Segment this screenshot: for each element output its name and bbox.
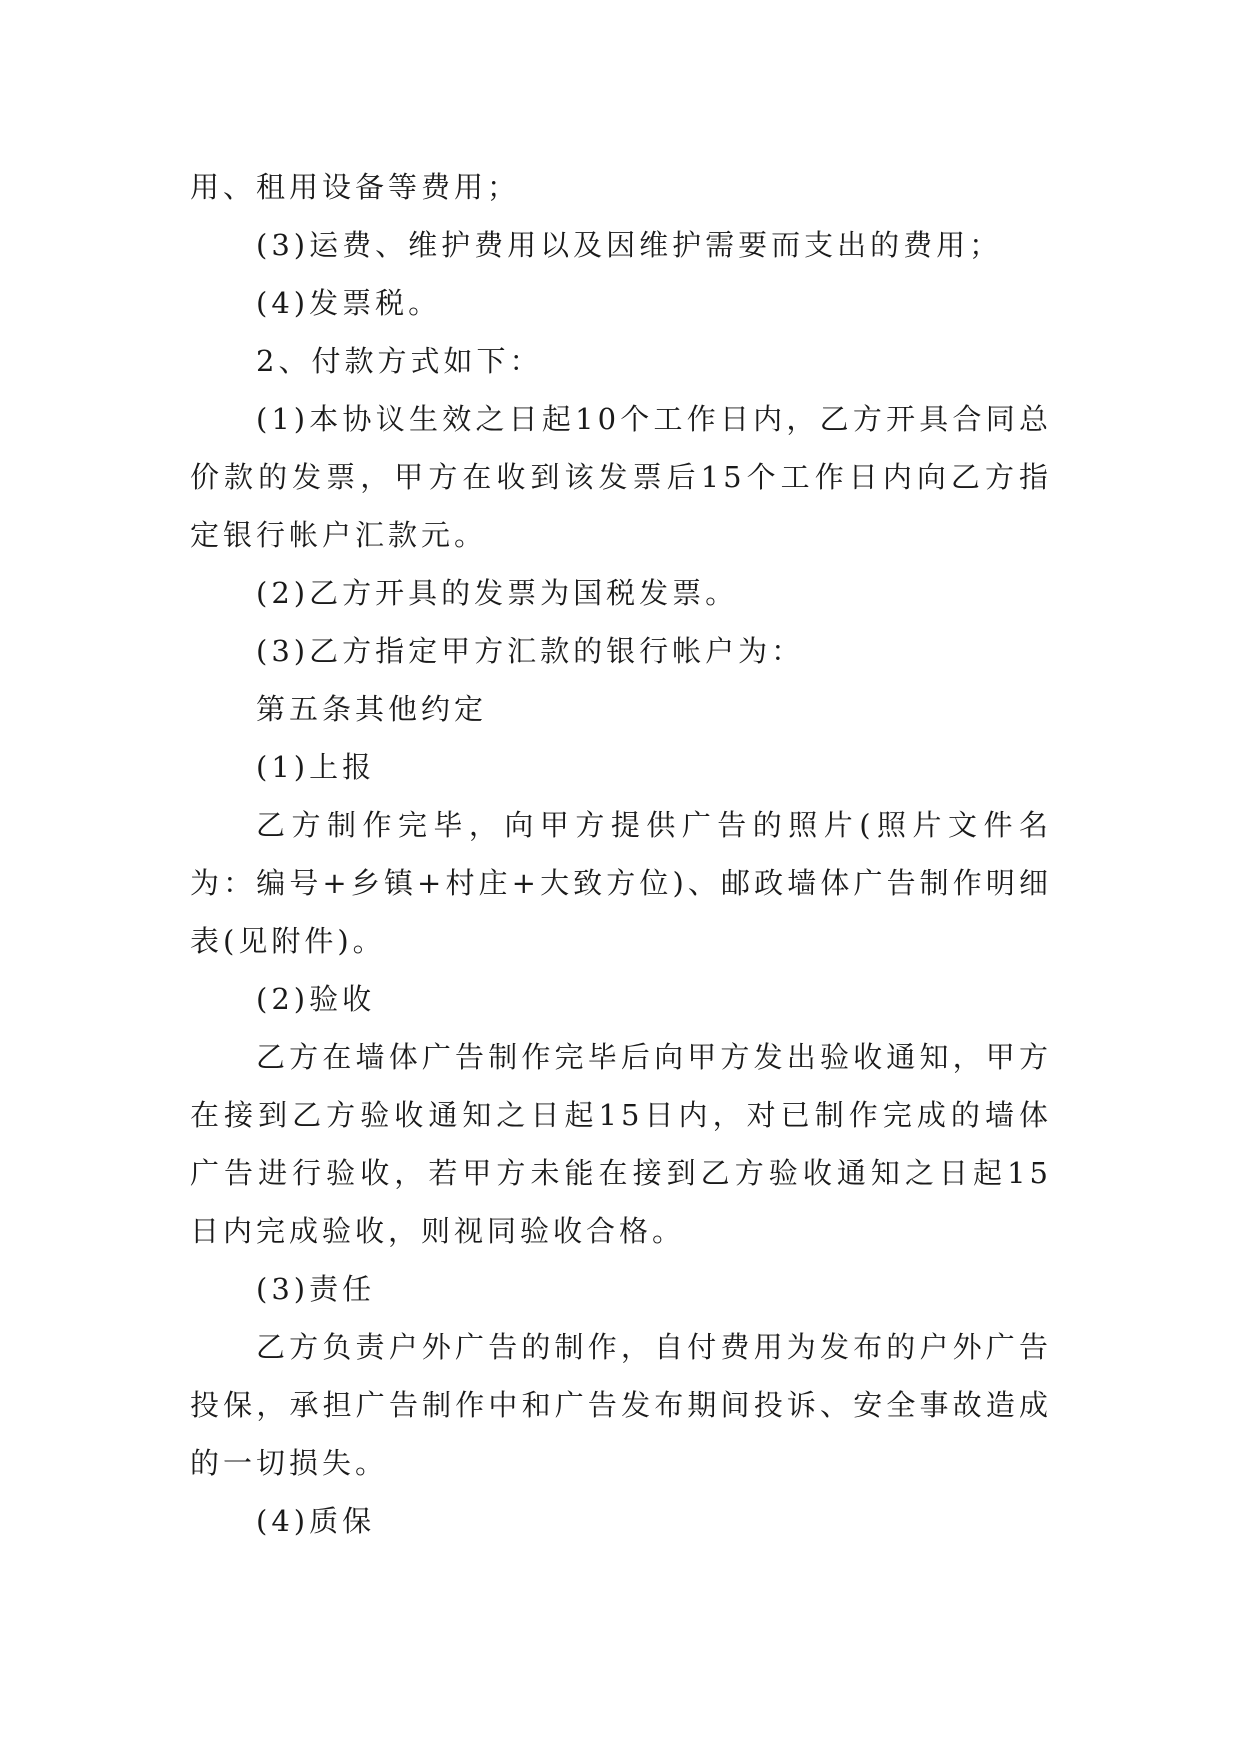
paragraph: 乙方制作完毕，向甲方提供广告的照片(照片文件名为：编号+乡镇+村庄+大致方位)、邮政墙体广告制作明细表(见附件)。 (190, 808, 1052, 958)
clause-heading: (1)上报 (256, 750, 376, 784)
clause-heading: (4)质保 (256, 1504, 376, 1538)
paragraph: 乙方在墙体广告制作完毕后向甲方发出验收通知，甲方在接到乙方验收通知之日起15日内，对已制作完成的墙体广告进行验收，若甲方未能在接到乙方验收通知之日起15日内完成验收，则视同验收合格。 (190, 1040, 1052, 1248)
paragraph: 用、租用设备等费用； (190, 170, 521, 204)
paragraph: 2、付款方式如下： (256, 344, 543, 378)
section-heading: 第五条其他约定 (256, 692, 488, 726)
paragraph: (2)乙方开具的发票为国税发票。 (256, 576, 739, 610)
paragraph: (3)乙方指定甲方汇款的银行帐户为： (256, 634, 805, 668)
clause-heading: (3)责任 (256, 1272, 376, 1306)
paragraph: (3)运费、维护费用以及因维护需要而支出的费用； (256, 228, 1003, 262)
paragraph: (4)发票税。 (256, 286, 442, 320)
paragraph: 乙方负责户外广告的制作，自付费用为发布的户外广告投保，承担广告制作中和广告发布期间投诉、安全事故造成的一切损失。 (190, 1330, 1052, 1480)
paragraph: (1)本协议生效之日起10个工作日内，乙方开具合同总价款的发票，甲方在收到该发票后15个工作日内向乙方指定银行帐户汇款元。 (190, 402, 1052, 552)
clause-heading: (2)验收 (256, 982, 376, 1016)
document-body (190, 158, 1052, 1550)
